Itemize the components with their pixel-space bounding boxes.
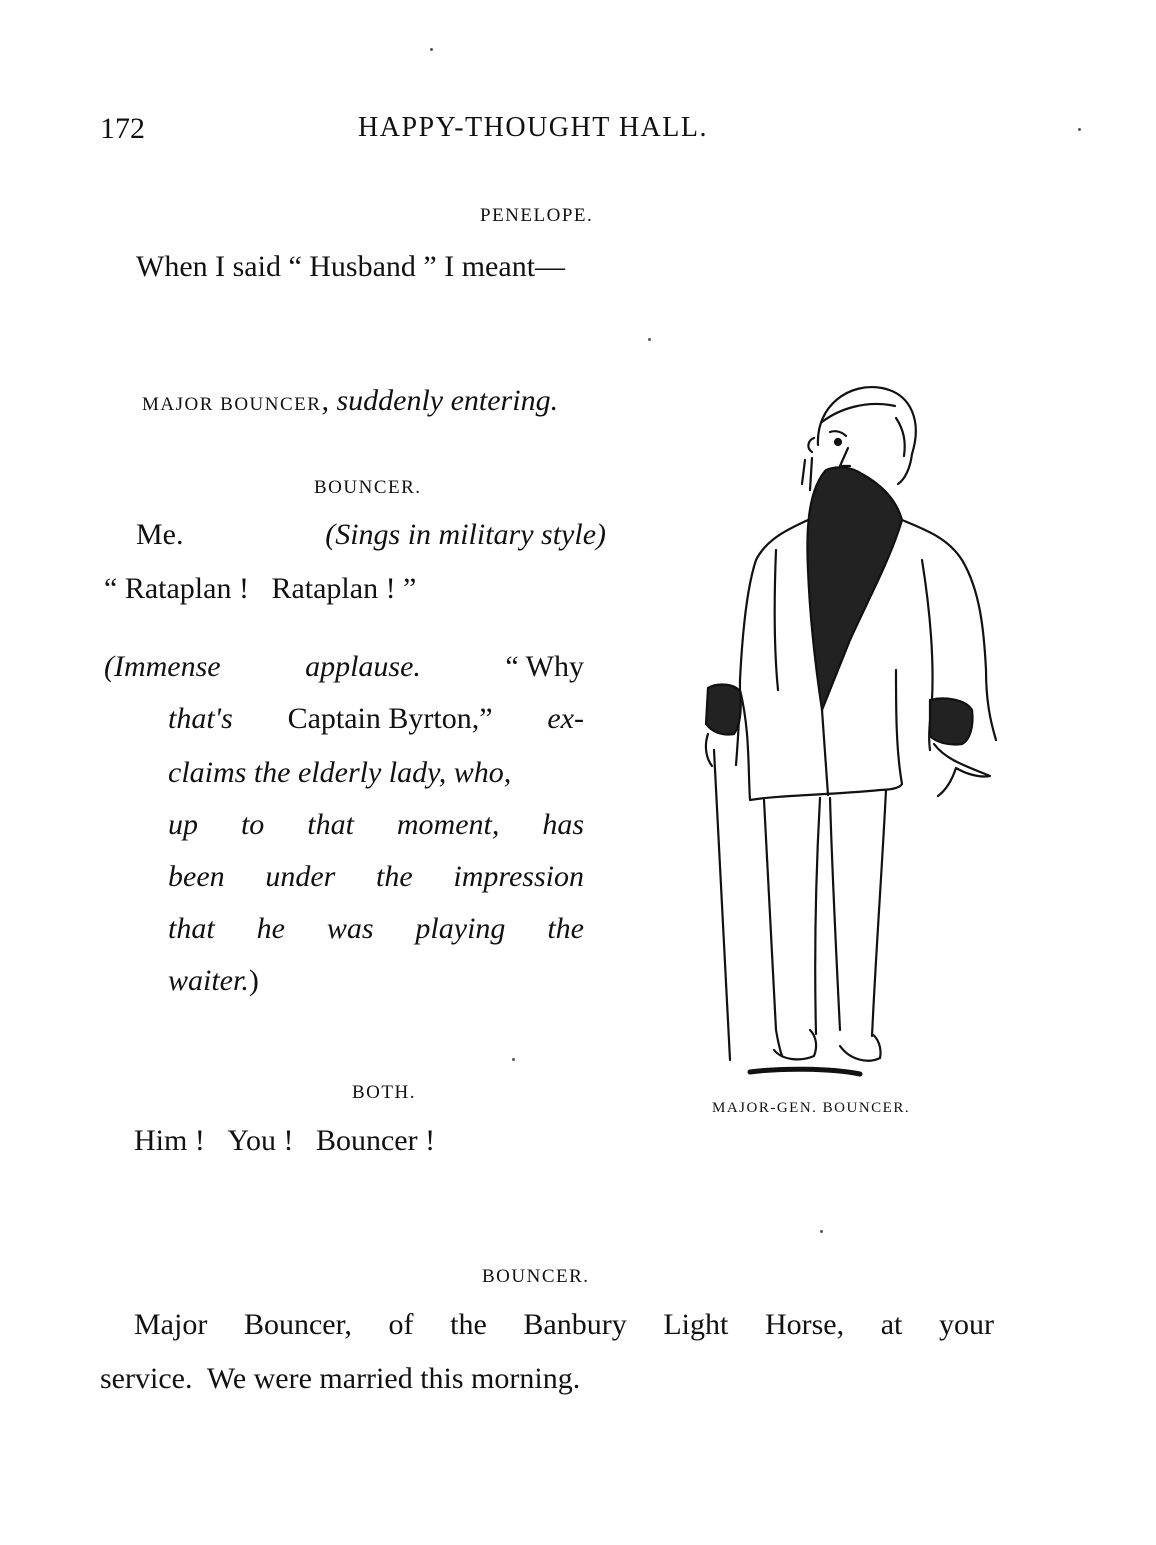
rataplan-1: “ Rataplan ! bbox=[104, 572, 249, 605]
trousers-right bbox=[872, 790, 886, 1036]
applause-l7-italic: waiter. bbox=[168, 964, 249, 997]
right-hand bbox=[934, 744, 990, 796]
both-w3: Bouncer ! bbox=[315, 1124, 436, 1157]
rataplan-2: Rataplan ! ” bbox=[271, 572, 417, 605]
applause-w1: (Immense bbox=[104, 650, 221, 683]
ear bbox=[808, 438, 814, 452]
left-hand bbox=[706, 734, 712, 766]
both-line bbox=[134, 1124, 435, 1158]
scan-speck bbox=[1078, 128, 1081, 131]
applause-l2-roman: Captain Byrton,” bbox=[287, 702, 493, 735]
applause-line-1 bbox=[104, 650, 584, 684]
speaker-penelope: PENELOPE. bbox=[480, 205, 594, 226]
both-w1: Him ! bbox=[134, 1124, 205, 1157]
both-w2: You ! bbox=[227, 1124, 294, 1157]
cane bbox=[714, 750, 730, 1060]
entrance-name: MAJOR BOUNCER bbox=[142, 394, 322, 415]
applause-l2-tail: ex- bbox=[547, 702, 584, 735]
major-bouncer-illustration bbox=[690, 370, 1010, 1085]
applause-line-5: been under the impression bbox=[168, 860, 584, 893]
bouncer-line-1-direction: (Sings in military style) bbox=[325, 518, 606, 551]
applause-line-7 bbox=[168, 964, 259, 998]
bouncer-line-2 bbox=[104, 572, 416, 606]
scan-speck bbox=[430, 48, 433, 51]
running-title: HAPPY-THOUGHT HALL. bbox=[358, 112, 708, 143]
illustration-caption: MAJOR-GEN. BOUNCER. bbox=[712, 1100, 911, 1116]
speaker-bouncer: BOUNCER. bbox=[314, 477, 422, 498]
applause-line-4: up to that moment, has bbox=[168, 808, 584, 841]
entrance-direction: , suddenly entering. bbox=[321, 384, 559, 417]
stage-entrance bbox=[142, 384, 558, 418]
beard bbox=[807, 467, 902, 710]
left-cuff bbox=[706, 685, 741, 735]
right-foot bbox=[840, 1034, 881, 1061]
bouncer-line-1 bbox=[136, 518, 606, 552]
scan-speck bbox=[512, 1058, 515, 1061]
applause-l7-close: ) bbox=[248, 964, 259, 997]
speaker-both: BOTH. bbox=[352, 1082, 416, 1103]
applause-l2-italic: that's bbox=[168, 702, 233, 735]
bouncer-line-1-text: Me. bbox=[136, 518, 184, 551]
scan-speck bbox=[648, 338, 651, 341]
trousers-left bbox=[764, 800, 782, 1056]
left-foot bbox=[774, 1030, 816, 1059]
bouncer-2-line-1: Major Bouncer, of the Banbury Light Horse, at your bbox=[134, 1308, 994, 1341]
applause-line-2 bbox=[168, 702, 584, 736]
ground-shadow bbox=[750, 1069, 860, 1074]
applause-line-3: claims the elderly lady, who, bbox=[168, 756, 512, 789]
penelope-line: When I said “ Husband ” I meant— bbox=[136, 250, 566, 283]
right-cuff bbox=[930, 698, 973, 744]
applause-w3: “ Why bbox=[505, 650, 584, 683]
nose bbox=[840, 448, 850, 466]
page-number: 172 bbox=[100, 112, 145, 145]
eye bbox=[835, 439, 841, 445]
speaker-bouncer-2: BOUNCER. bbox=[482, 1266, 590, 1287]
applause-w2: applause. bbox=[305, 650, 421, 683]
bouncer-2-line-2: service. We were married this morning. bbox=[100, 1362, 581, 1395]
scan-speck bbox=[820, 1230, 823, 1233]
applause-line-6: that he was playing the bbox=[168, 912, 584, 945]
